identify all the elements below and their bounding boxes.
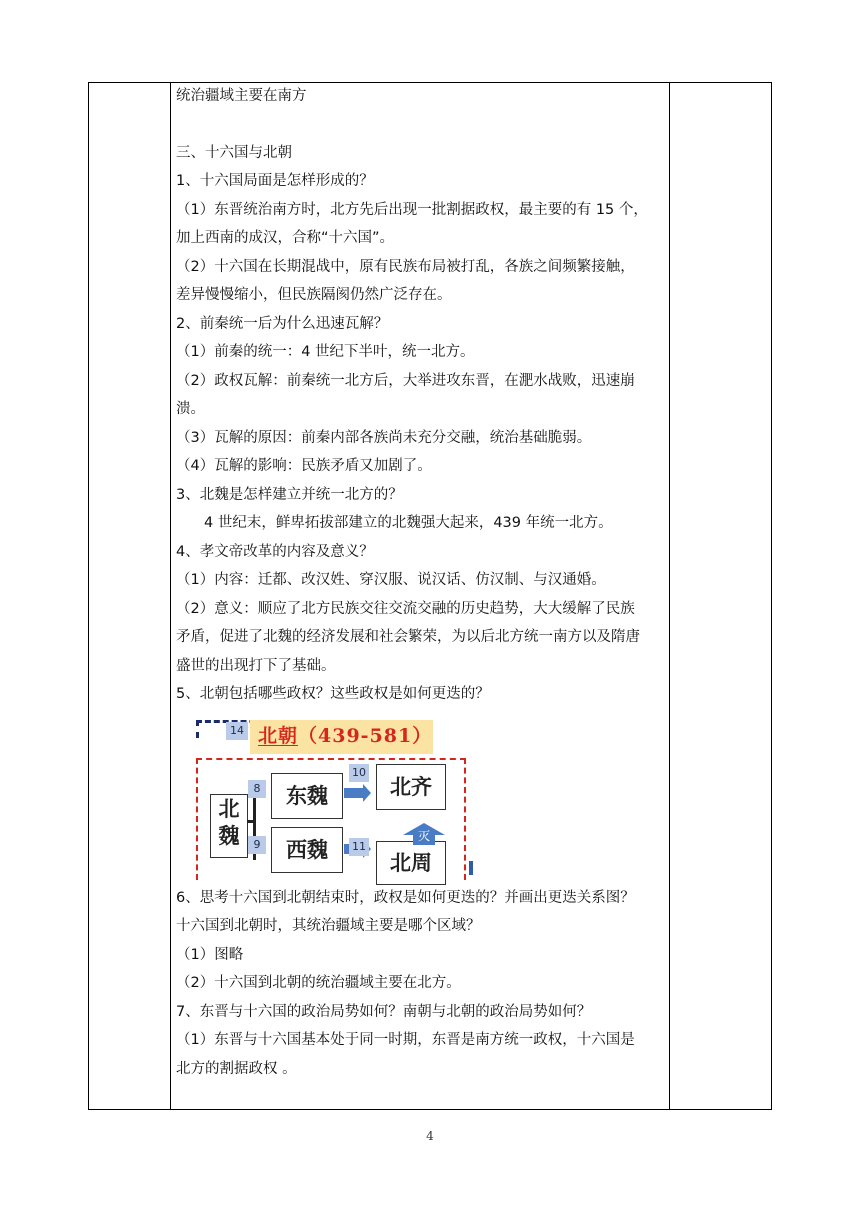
beizhou-box: 北周 [376,841,446,885]
text-line: （2）政权瓦解：前秦统一北方后，大举进攻东晋，在淝水战败，迅速崩 [176,372,635,389]
text-line: 盛世的出现打下了基础。 [176,657,336,674]
text-line: 差异慢慢缩小，但民族隔阂仍然广泛存在。 [176,287,452,303]
split-bracket-stub [247,820,255,823]
text-line: 北方的割据政权 。 [176,1060,297,1077]
text-line: （2）意义：顺应了北方民族交往交流交融的历史趋势，大大缓解了民族 [176,600,635,617]
xiwei-box: 西魏 [271,827,343,873]
table-column-divider-right [669,83,670,1109]
text-line: （1）东晋与十六国基本处于同一时期，东晋是南方统一政权，十六国是 [176,1032,635,1048]
edge-mark [469,861,473,875]
diagram-title-years: （439-581） [298,724,433,747]
question-4: 4、孝文帝改革的内容及意义？ [176,543,374,560]
badge-8: 8 [248,780,266,798]
badge-14: 14 [226,722,248,740]
question-3: 3、北魏是怎样建立并统一北方的？ [176,486,403,503]
question-1: 1、十六国局面是怎样形成的？ [176,173,374,189]
text-line: 4 世纪末，鲜卑拓拔部建立的北魏强大起来，439 年统一北方。 [204,515,613,531]
badge-10: 10 [349,764,369,782]
table-column-divider-left [170,83,171,1109]
beiqi-box: 北齐 [376,764,446,810]
beiwei-box [210,794,248,858]
section-heading: 三、十六国与北朝 [176,144,292,161]
dashed-border-left [196,720,199,738]
northern-dynasties-diagram [196,716,476,884]
diagram-title-main: 北朝 [258,724,299,747]
text-line: （1）前秦的统一：4 世纪下半叶，统一北方。 [176,344,475,360]
arrow-dongwei-to-beiqi [344,788,364,798]
beiwei-char-1: 北 [218,795,240,821]
text-line: （2）十六国在长期混战中，原有民族布局被打乱，各族之间频繁接触， [176,258,635,275]
blank-line [176,111,666,139]
page-number: 4 [426,1129,434,1143]
text-line: （1）图略 [176,946,244,963]
text-line: （1）东晋统治南方时，北方先后出现一批割据政权，最主要的有 15 个， [176,201,648,218]
dongwei-box: 东魏 [271,773,343,819]
question-5: 5、北朝包括哪些政权？这些政权是如何更迭的？ [176,686,490,702]
text-line: （3）瓦解的原因：前秦内部各族尚未充分交融，统治基础脆弱。 [176,429,592,446]
beiwei-char-2: 魏 [218,822,240,848]
text-line: （2）十六国到北朝的统治疆域主要在北方。 [176,975,461,991]
text-line: （4）瓦解的影响：民族矛盾又加剧了。 [176,458,432,474]
badge-11: 11 [349,838,369,856]
lesson-content [176,82,666,1083]
arrow-beizhou-conquers-beiqi [403,823,445,843]
text-line: 加上西南的成汉，合称“十六国”。 [176,230,395,246]
badge-9: 9 [248,836,266,854]
conquer-label: 灭 [417,828,430,843]
text-line: （1）内容：迁都、改汉姓、穿汉服、说汉话、仿汉制、与汉通婚。 [176,572,606,588]
text-line: 矛盾，促进了北魏的经济发展和社会繁荣，为以后北方统一南方以及隋唐 [176,629,640,645]
question-7: 7、东晋与十六国的政治局势如何？南朝与北朝的政治局势如何？ [176,1003,592,1020]
text-line: 统治疆域主要在南方 [176,88,307,104]
question-6: 6、思考十六国到北朝结束时，政权是如何更迭的？并画出更迭关系图？ [176,889,635,906]
text-line: 十六国到北朝时，其统治疆域主要是哪个区域？ [176,918,481,934]
text-line: 溃。 [176,401,205,417]
diagram-title [258,722,432,751]
question-2: 2、前秦统一后为什么迅速瓦解？ [176,315,389,332]
